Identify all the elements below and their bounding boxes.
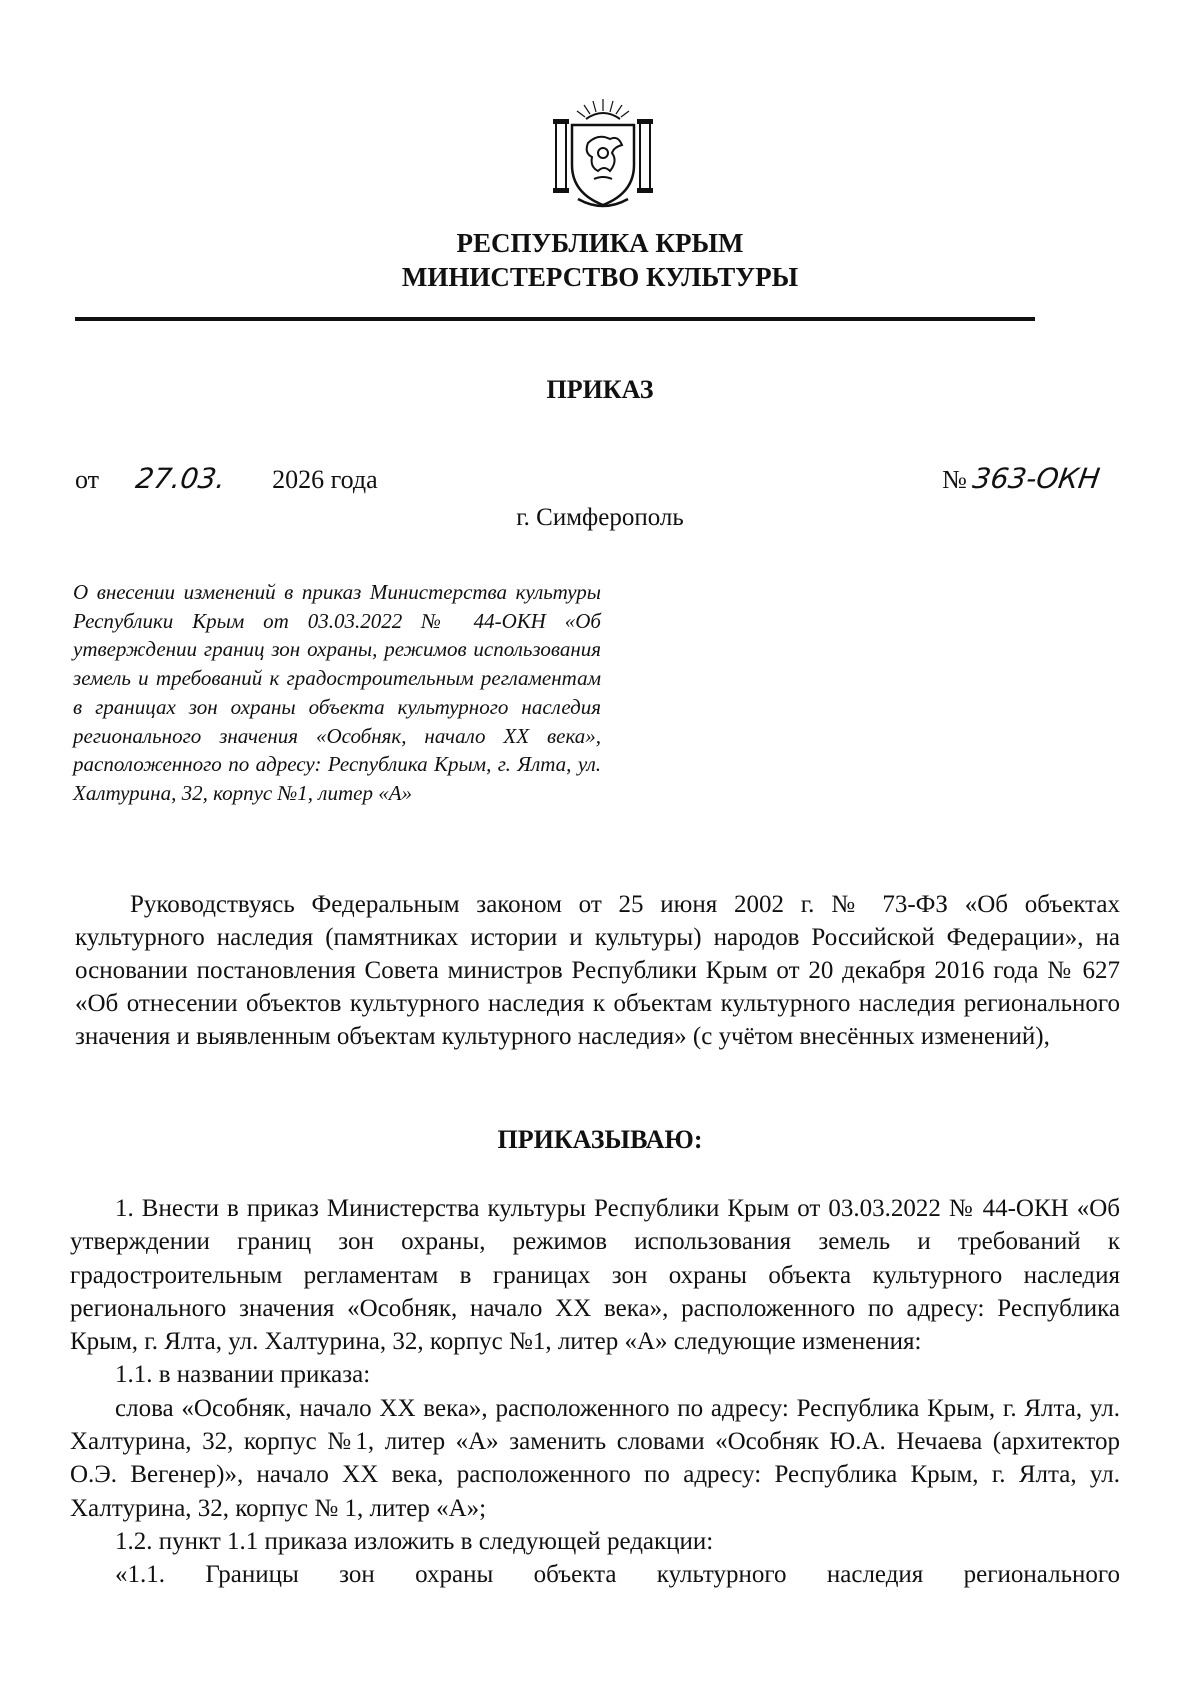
paragraph-1-1-text: слова «Особняк, начало XX века», расположенного по адресу: Республика Крым, г. Ялта, ул. Халтурина, 32, корпус №1, литер «А» заменить словами «Особняк Ю.А. Нечаева (архитектор О.Э. Вегенер)», начало XX века, расположенного по адресу: Республика Крым, г. Ялта, ул. Халтурина, 32, корпус № 1, литер «А»; — [70, 1394, 1120, 1522]
order-heading: ПРИКАЗЫВАЮ: — [497, 1125, 703, 1154]
crimea-coat-of-arms-icon — [548, 95, 658, 215]
paragraph-1-1: 1.1. в названии приказа: — [115, 1361, 371, 1389]
order-number — [942, 462, 1103, 495]
order-subject: О внесении изменений в приказ Министерства культуры Республики Крым от 03.03.2022 № 44-ОКН «Об утверждении границ зон охраны, режимов использования земель и требований к градостроительным регламентам в границах зон охраны объекта культурного наследия регионального значения «Особняк, начало XX века», расположенного по адресу: Республика Крым, г. Ялта, ул. Халтурина, 32, корпус №1, литер «А» — [73, 580, 601, 805]
header-divider — [75, 317, 1035, 321]
order-date — [75, 462, 378, 495]
document-type: ПРИКАЗ — [546, 375, 654, 404]
date-handwritten: 27.03. — [133, 462, 228, 495]
paragraph-1-2: 1.2. пункт 1.1 приказа изложить в следующей редакции: — [115, 1527, 714, 1555]
preamble: Руководствуясь Федеральным законом от 25 июня 2002 г. № 73-ФЗ «Об объектах культурного наследия (памятниках истории и культуры) народов Российской Федерации», на основании постановления Совета министров Республики Крым от 20 декабря 2016 года № 627 «Об отнесении объектов культурного наследия к объектам культурного наследия регионального значения и выявленным объектам культурного наследия» (с учётом внесённых изменений), — [75, 891, 1120, 1050]
paragraph-1-2-text: «1.1. Границы зон охраны объекта культурного наследия регионального — [115, 1561, 1120, 1589]
date-year: 2026 года — [272, 465, 378, 494]
number-handwritten: 363-ОКН — [971, 462, 1103, 495]
header-republic: РЕСПУБЛИКА КРЫМ — [456, 228, 744, 258]
number-prefix: № — [942, 465, 967, 494]
order-body — [70, 1192, 1120, 1592]
date-prefix: от — [75, 465, 100, 494]
header-ministry: МИНИСТЕРСТВО КУЛЬТУРЫ — [401, 262, 799, 292]
city: г. Симферополь — [516, 504, 684, 531]
paragraph-1: 1. Внести в приказ Министерства культуры Республики Крым от 03.03.2022 № 44-ОКН «Об утверждении границ зон охраны, режимов использования земель и требований к градостроительным регламентам в границах зон охраны объекта культурного наследия регионального значения «Особняк, начало XX века», расположенного по адресу: Республика Крым, г. Ялта, ул. Халтурина, 32, корпус №1, литер «А» следующие изменения: — [70, 1195, 1120, 1356]
